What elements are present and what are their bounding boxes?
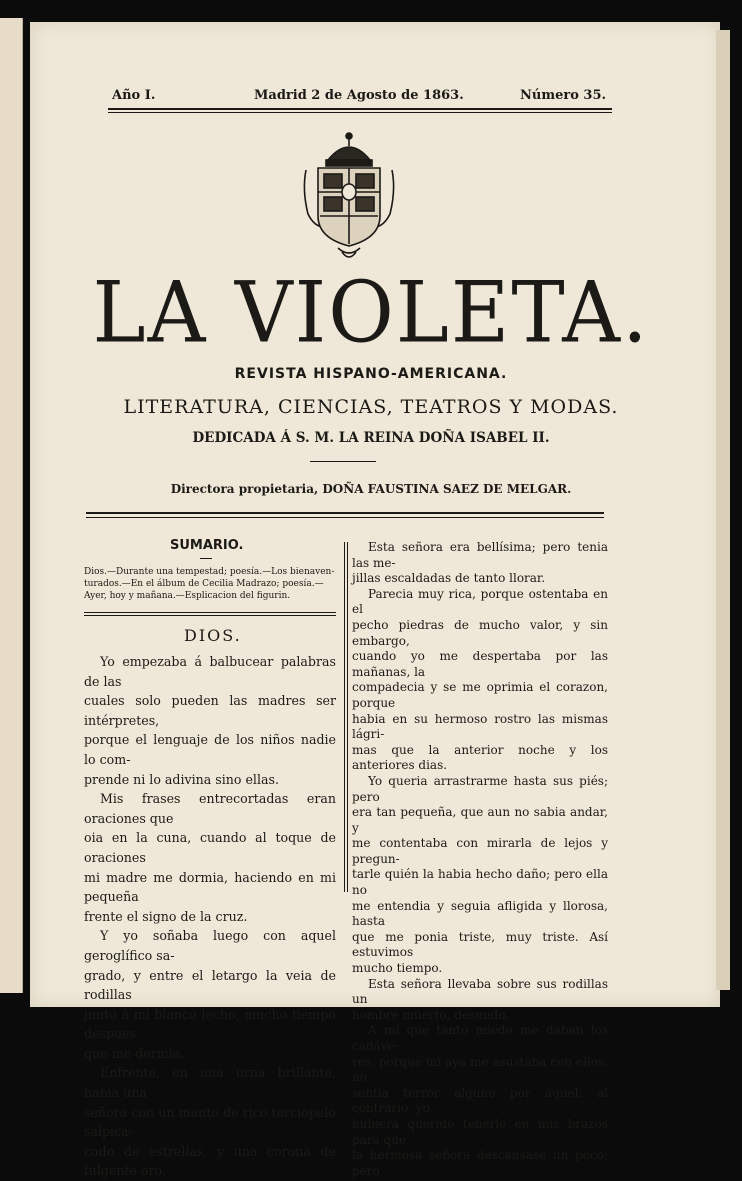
text-line: Enfrente, en una urna brillante, habia una	[84, 1065, 336, 1101]
sumario-heading: SUMARIO.	[170, 538, 244, 553]
text-line: cuando yo me despertaba por las mañanas, la	[352, 649, 608, 679]
sumario-line: Ayer, hoy y mañana.—Esplicacion del figurin.	[84, 591, 291, 601]
masthead-rule	[86, 512, 604, 514]
masthead-topics: LITERATURA, CIENCIAS, TEATROS Y MODAS.	[123, 396, 619, 418]
text-line: frente el signo de la cruz.	[84, 908, 248, 924]
previous-page-edge	[0, 18, 23, 993]
text-line: señora con un manto de rico terciopelo salpica-	[84, 1104, 336, 1140]
text-line: sentia terror alguno por aquel: al contrario, yo	[352, 1085, 608, 1116]
article-left-column	[84, 652, 336, 1181]
masthead-subtitle: REVISTA HISPANO-AMERICANA.	[234, 366, 508, 382]
text-line: Esta señora era bellísima; pero tenia las me-	[352, 540, 608, 570]
text-line: Mis frases entrecortadas eran oraciones que	[84, 791, 336, 826]
text-line: Parecia muy rica, porque ostentaba en el	[352, 586, 608, 617]
sumario-line: Dios.—Durante una tempestad; poesía.—Los bienaven-	[84, 567, 335, 577]
issue-date: Madrid 2 de Agosto de 1863.	[254, 88, 464, 103]
text-line: Esta señora llevaba sobre sus rodillas un	[352, 976, 608, 1007]
text-line: porque el lenguaje de los niños nadie lo com-	[84, 732, 336, 767]
text-line: la hermosa señora descansase un poco; pero	[352, 1148, 608, 1178]
issue-year: Año I.	[112, 88, 156, 103]
text-line: habia en su hermoso rostro las mismas lágri-	[352, 711, 608, 742]
text-line: mi madre me dormia, haciendo en mi pequeña	[84, 869, 336, 905]
article-right-column	[352, 540, 608, 1179]
text-line: cuales solo pueden las madres ser intérpretes,	[84, 693, 336, 728]
text-line: Yo queria arrastrarme hasta sus piés; pero	[352, 773, 608, 804]
text-line: mas que la anterior noche y los anteriores dias.	[352, 742, 608, 773]
text-line: oia en la cuna, cuando al toque de oraciones	[84, 830, 336, 865]
text-line: era tan pequeña, que aun no sabia andar, y	[352, 805, 608, 835]
page-stack-edge	[716, 30, 730, 990]
column-divider-inner	[347, 542, 348, 892]
column-divider	[344, 542, 345, 892]
masthead-title: LA VIOLETA.	[92, 263, 650, 362]
text-line: me entendia y seguia afligida y llorosa, hasta	[352, 898, 608, 929]
text-line: Yo empezaba á balbucear palabras de las	[84, 654, 336, 689]
text-line: hubiera querido tenerle en mis brazos para que	[352, 1116, 608, 1147]
masthead-dedication: DEDICADA Á S. M. LA REINA DOÑA ISABEL II.	[192, 430, 550, 446]
text-line: res, porque mi aya me asustaba con ellos, no	[352, 1054, 608, 1085]
masthead-rule-thin	[86, 517, 604, 518]
text-line: jillas escaldadas de tanto llorar.	[352, 571, 546, 586]
header-rule-thin	[108, 112, 612, 113]
text-line: junto á mi blanco lecho, mucho tiempo despues	[84, 1006, 336, 1042]
text-line: grado, y entre el letargo la veia de rodillas	[84, 967, 336, 1003]
text-line: Y yo soñaba luego con aquel geroglífico sa-	[84, 928, 336, 963]
sumario-rule	[200, 558, 212, 559]
sumario-line: turados.—En el álbum de Cecilia Madrazo; poesía.—	[84, 579, 324, 589]
text-line: que me dormia.	[84, 1045, 185, 1061]
sumario-body	[84, 566, 336, 602]
text-line: que me ponia triste, muy triste. Así estuvimos	[352, 929, 608, 960]
issue-number: Número 35.	[520, 88, 607, 103]
text-line: pecho piedras de mucho valor, y sin embargo,	[352, 617, 608, 648]
masthead-director: Directora propietaria, DOÑA FAUSTINA SAEZ DE MELGAR.	[170, 482, 572, 496]
text-line: A mí que tanto miedo me daban los cadáve-	[352, 1023, 608, 1053]
royal-coat-of-arms-emblem	[298, 130, 400, 265]
text-line: tarle quién la habia hecho daño; pero ella no	[352, 867, 608, 898]
text-line: me contentaba con mirarla de lejos y pregun-	[352, 836, 608, 866]
text-line: prende ni lo adivina sino ellas.	[84, 771, 279, 787]
text-line: mucho tiempo.	[352, 961, 443, 976]
header-rule	[108, 108, 612, 110]
text-line: cado de estrellas, y una corona de fulgente oro.	[84, 1143, 336, 1179]
text-line: compadecia y se me oprimia el corazon, porque	[352, 680, 608, 710]
sumario-bottom-rule-thin	[84, 615, 336, 616]
text-line: hombre muerto, desnudo.	[352, 1007, 510, 1022]
sumario-bottom-rule	[84, 612, 336, 613]
dedication-rule	[310, 461, 376, 462]
article-title: DIOS.	[184, 626, 242, 645]
